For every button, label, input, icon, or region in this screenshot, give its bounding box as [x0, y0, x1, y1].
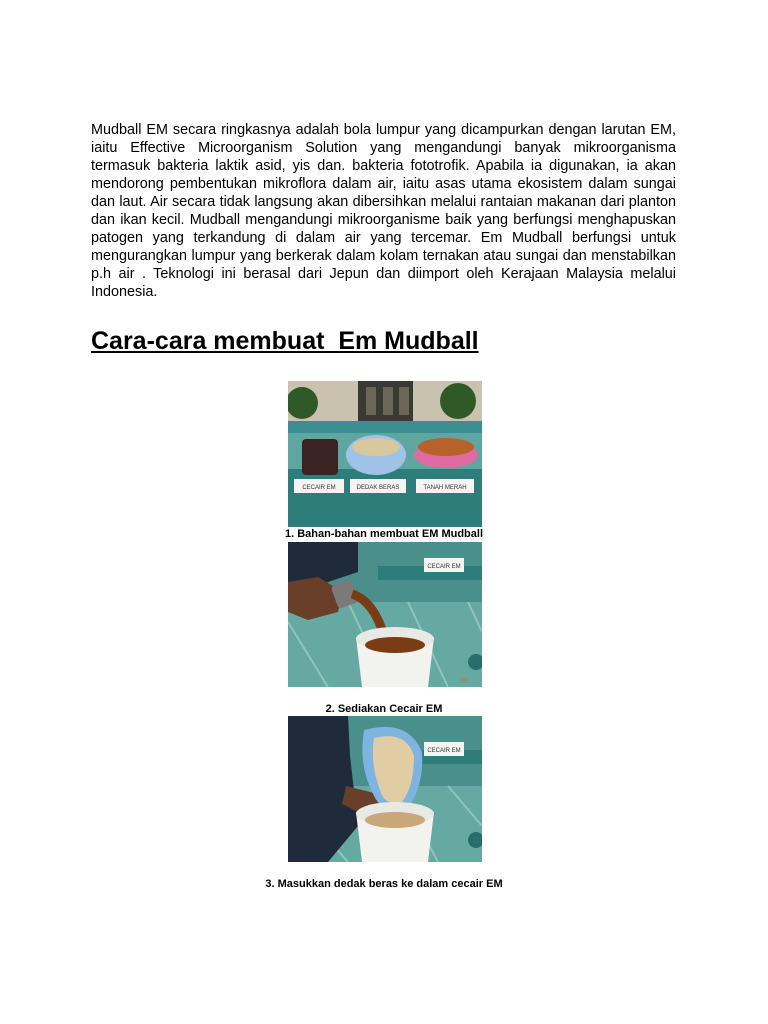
svg-text:'09: '09 [458, 678, 468, 684]
label-tanah-merah: TANAH MERAH [423, 485, 467, 491]
photo-pour-em [288, 542, 482, 687]
caption-photo-1: 1. Bahan-bahan membuat EM Mudball [284, 528, 484, 540]
label-cecair-em-3: CECAIR EM [427, 748, 461, 754]
photo-materials [288, 381, 482, 527]
label-dedak-beras: DEDAK BERAS [356, 485, 400, 491]
photo-add-bran [288, 716, 482, 862]
intro-paragraph: Mudball EM secara ringkasnya adalah bola lumpur yang dicampurkan dengan larutan EM, iaitu Effective Microorganism Solution yang mengandungi banyak mikroorganisma termasuk bakteria laktik asid, yis dan. bakteria fototrofik. Apabila ia digunakan, ia akan mendorong pembentukan mikroflora dalam air, iaitu asas utama ekosistem dalam sungai dan laut. Air secara tidak langsung akan dibersihkan melalui rantaian makanan dari planton dan ikan kecil. Mudball mengandungi mikroorganisme baik yang berfungsi menghapuskan patogen yang terkandung di dalam air yang tercemar. Em Mudball berfungsi untuk mengurangkan lumpur yang berkerak dalam kolam ternakan atau sungai dan menstabilkan p.h air . Teknologi ini berasal dari Jepun dan diimport oleh Kerajaan Malaysia melalui Indonesia. [91, 122, 676, 300]
label-cecair-em: CECAIR EM [302, 485, 336, 491]
section-heading: Cara-cara membuat Em Mudball [91, 327, 479, 355]
caption-photo-3: 3. Masukkan dedak beras ke dalam cecair EM [265, 878, 503, 890]
caption-photo-2: 2. Sediakan Cecair EM [325, 703, 443, 715]
label-cecair-em-2: CECAIR EM [427, 564, 461, 570]
